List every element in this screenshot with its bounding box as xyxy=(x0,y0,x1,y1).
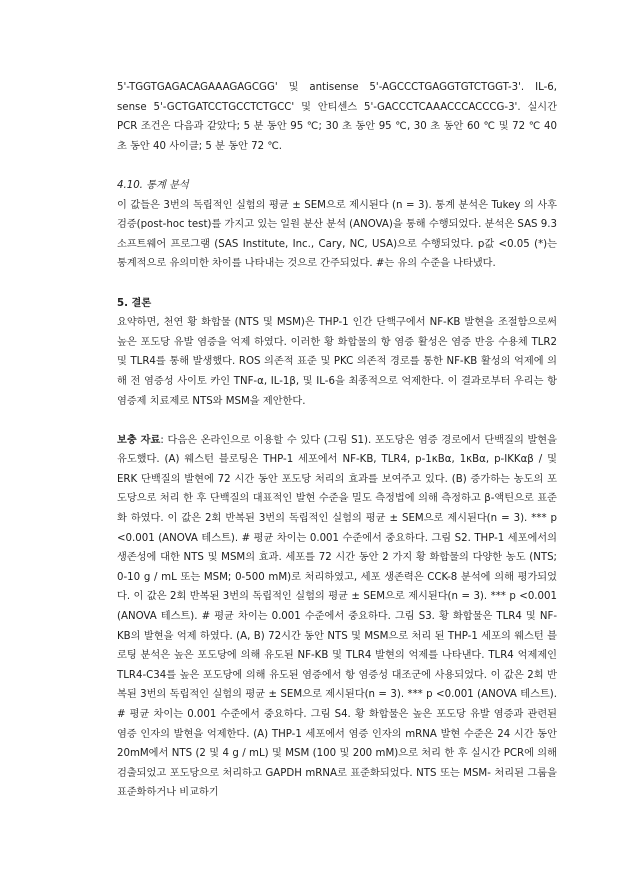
section-4-10-body: 이 값들은 3번의 독립적인 실험의 평균 ± SEM으로 제시된다 (n = 3). 통계 분석은 Tukey 의 사후 검증(post-hoc test)를 가지고 있는 일원 분산 분석 (ANOVA)을 통해 수행되었다. 분석은 SAS 9.3 소프트웨어 프로그램 (SAS Institute, Inc., Cary, NC, USA)으로 수행되었다. p값 <0.05 (*)는 통계적으로 유의미한 차이를 나타내는 것으로 간주되었다. #는 유의 수준을 나타냈다. xyxy=(117,199,557,270)
supplementary-paragraph xyxy=(117,431,557,803)
section-5-heading: 5. 결론 xyxy=(117,297,152,309)
supplementary-body: : 다음은 온라인으로 이용할 수 있다 (그림 S1). 포도당은 염증 경로에서 단백질의 발현을 유도했다. (A) 웨스턴 블로팅은 THP-1 세포에서 NF-KB, TLR4, p-1κBα, 1κBα, p-IKKαβ / 및 ERK 단백질의 발현에 72 시간 동안 포도당 처리의 효과를 보여주고 있다. (B) 증가하는 농도의 포도당으로 처리 한 후 단백질의 대표적인 발현 수준을 밀도 측정법에 의해 측정하고 β-액틴으로 표준화 하였다. 이 값은 2회 반복된 3번의 독립적인 실험의 평균 ± SEM으로 제시된다(n = 3). *** p <0.001 (ANOVA 테스트). # 평균 차이는 0.001 수준에서 중요하다. 그림 S2. THP-1 세포에서의 생존성에 대한 NTS 및 MSM의 효과. 세포를 72 시간 동안 2 가지 황 화합물의 다양한 농도 (NTS; 0-10 g / mL 또는 MSM; 0-500 mM)로 처리하였고, 세포 생존력은 CCK-8 분석에 의해 평가되었다. 이 값은 2회 반복된 3번의 독립적인 실험의 평균 ± SEM으로 제시된다(n = 3). *** p <0.001 (ANOVA 테스트). # 평균 차이는 0.001 수준에서 중요하다. 그림 S3. 황 화합물은 TLR4 및 NF-KB의 발현을 억제 하였다. (A, B) 72시간 동안 NTS 및 MSM으로 처리 된 THP-1 세포의 웨스턴 블로팅 분석은 높은 포도당에 의해 유도된 NF-KB 및 TLR4 발현의 억제를 나타낸다. TLR4 억제제인 TLR4-C34를 높은 포도당에 의해 유도된 염증에서 항 염증성 대조군에 사용되었다. 이 값은 2회 반복된 3번의 독립적인 실험의 평균 ± SEM으로 제시된다(n = 3). *** p <0.001 (ANOVA 테스트). # 평균 차이는 0.001 수준에서 중요하다. 그림 S4. 황 화합물은 높은 포도당 유발 염증과 관련된 염증 인자의 발현을 억제한다. (A) THP-1 세포에서 염증 인자의 mRNA 발현 수준은 24 시간 동안 20mM에서 NTS (2 및 4 g / mL) 및 MSM (100 및 200 mM)으로 처리 한 후 실시간 PCR에 의해 검출되었고 포도당으로 처리하고 GAPDH mRNA로 표준화되었다. NTS 또는 MSM- 처리된 그룹을 표준화하거나 비교하기 xyxy=(117,434,557,799)
section-5-body: 요약하면, 천연 황 화합물 (NTS 및 MSM)은 THP-1 인간 단핵구에서 NF-KB 발현을 조절함으로써 높은 포도당 유발 염증을 억제 하였다. 이러한 황 화합물의 항 염증 활성은 염증 반응 수용체 TLR2 및 TLR4를 통해 발생했다. ROS 의존적 표준 및 PKC 의존적 경로를 통한 NF-KB 활성의 억제에 의해 전 염증성 사이토 카인 TNF-α, IL-1β, 및 IL-6을 최종적으로 억제한다. 이 결과로부터 우리는 항염증제 치료제로 NTS와 MSM을 제안한다. xyxy=(117,317,557,407)
spacer xyxy=(117,274,557,294)
section-4-10-heading: 4.10. 통계 분석 xyxy=(117,179,189,191)
document-page xyxy=(117,78,557,803)
spacer xyxy=(117,156,557,176)
spacer xyxy=(117,411,557,431)
supplementary-label: 보충 자료 xyxy=(117,434,161,446)
methods-continuation: 5'-TGGTGAGACAGAAAGAGCGG' 및 antisense 5'-AGCCCTGAGGTGTCTGGT-3'. IL-6, sense 5'-GCTGATCCTGCCTCTGCC' 및 안티센스 5'-GACCCTCAAACCCACCCG-3'. 실시간 PCR 조건은 다음과 같았다; 5 분 동안 95 ℃; 30 초 동안 95 ℃, 30 초 동안 60 ℃ 및 72 ℃ 40 초 동안 40 사이클; 5 분 동안 72 ℃. xyxy=(117,82,557,152)
